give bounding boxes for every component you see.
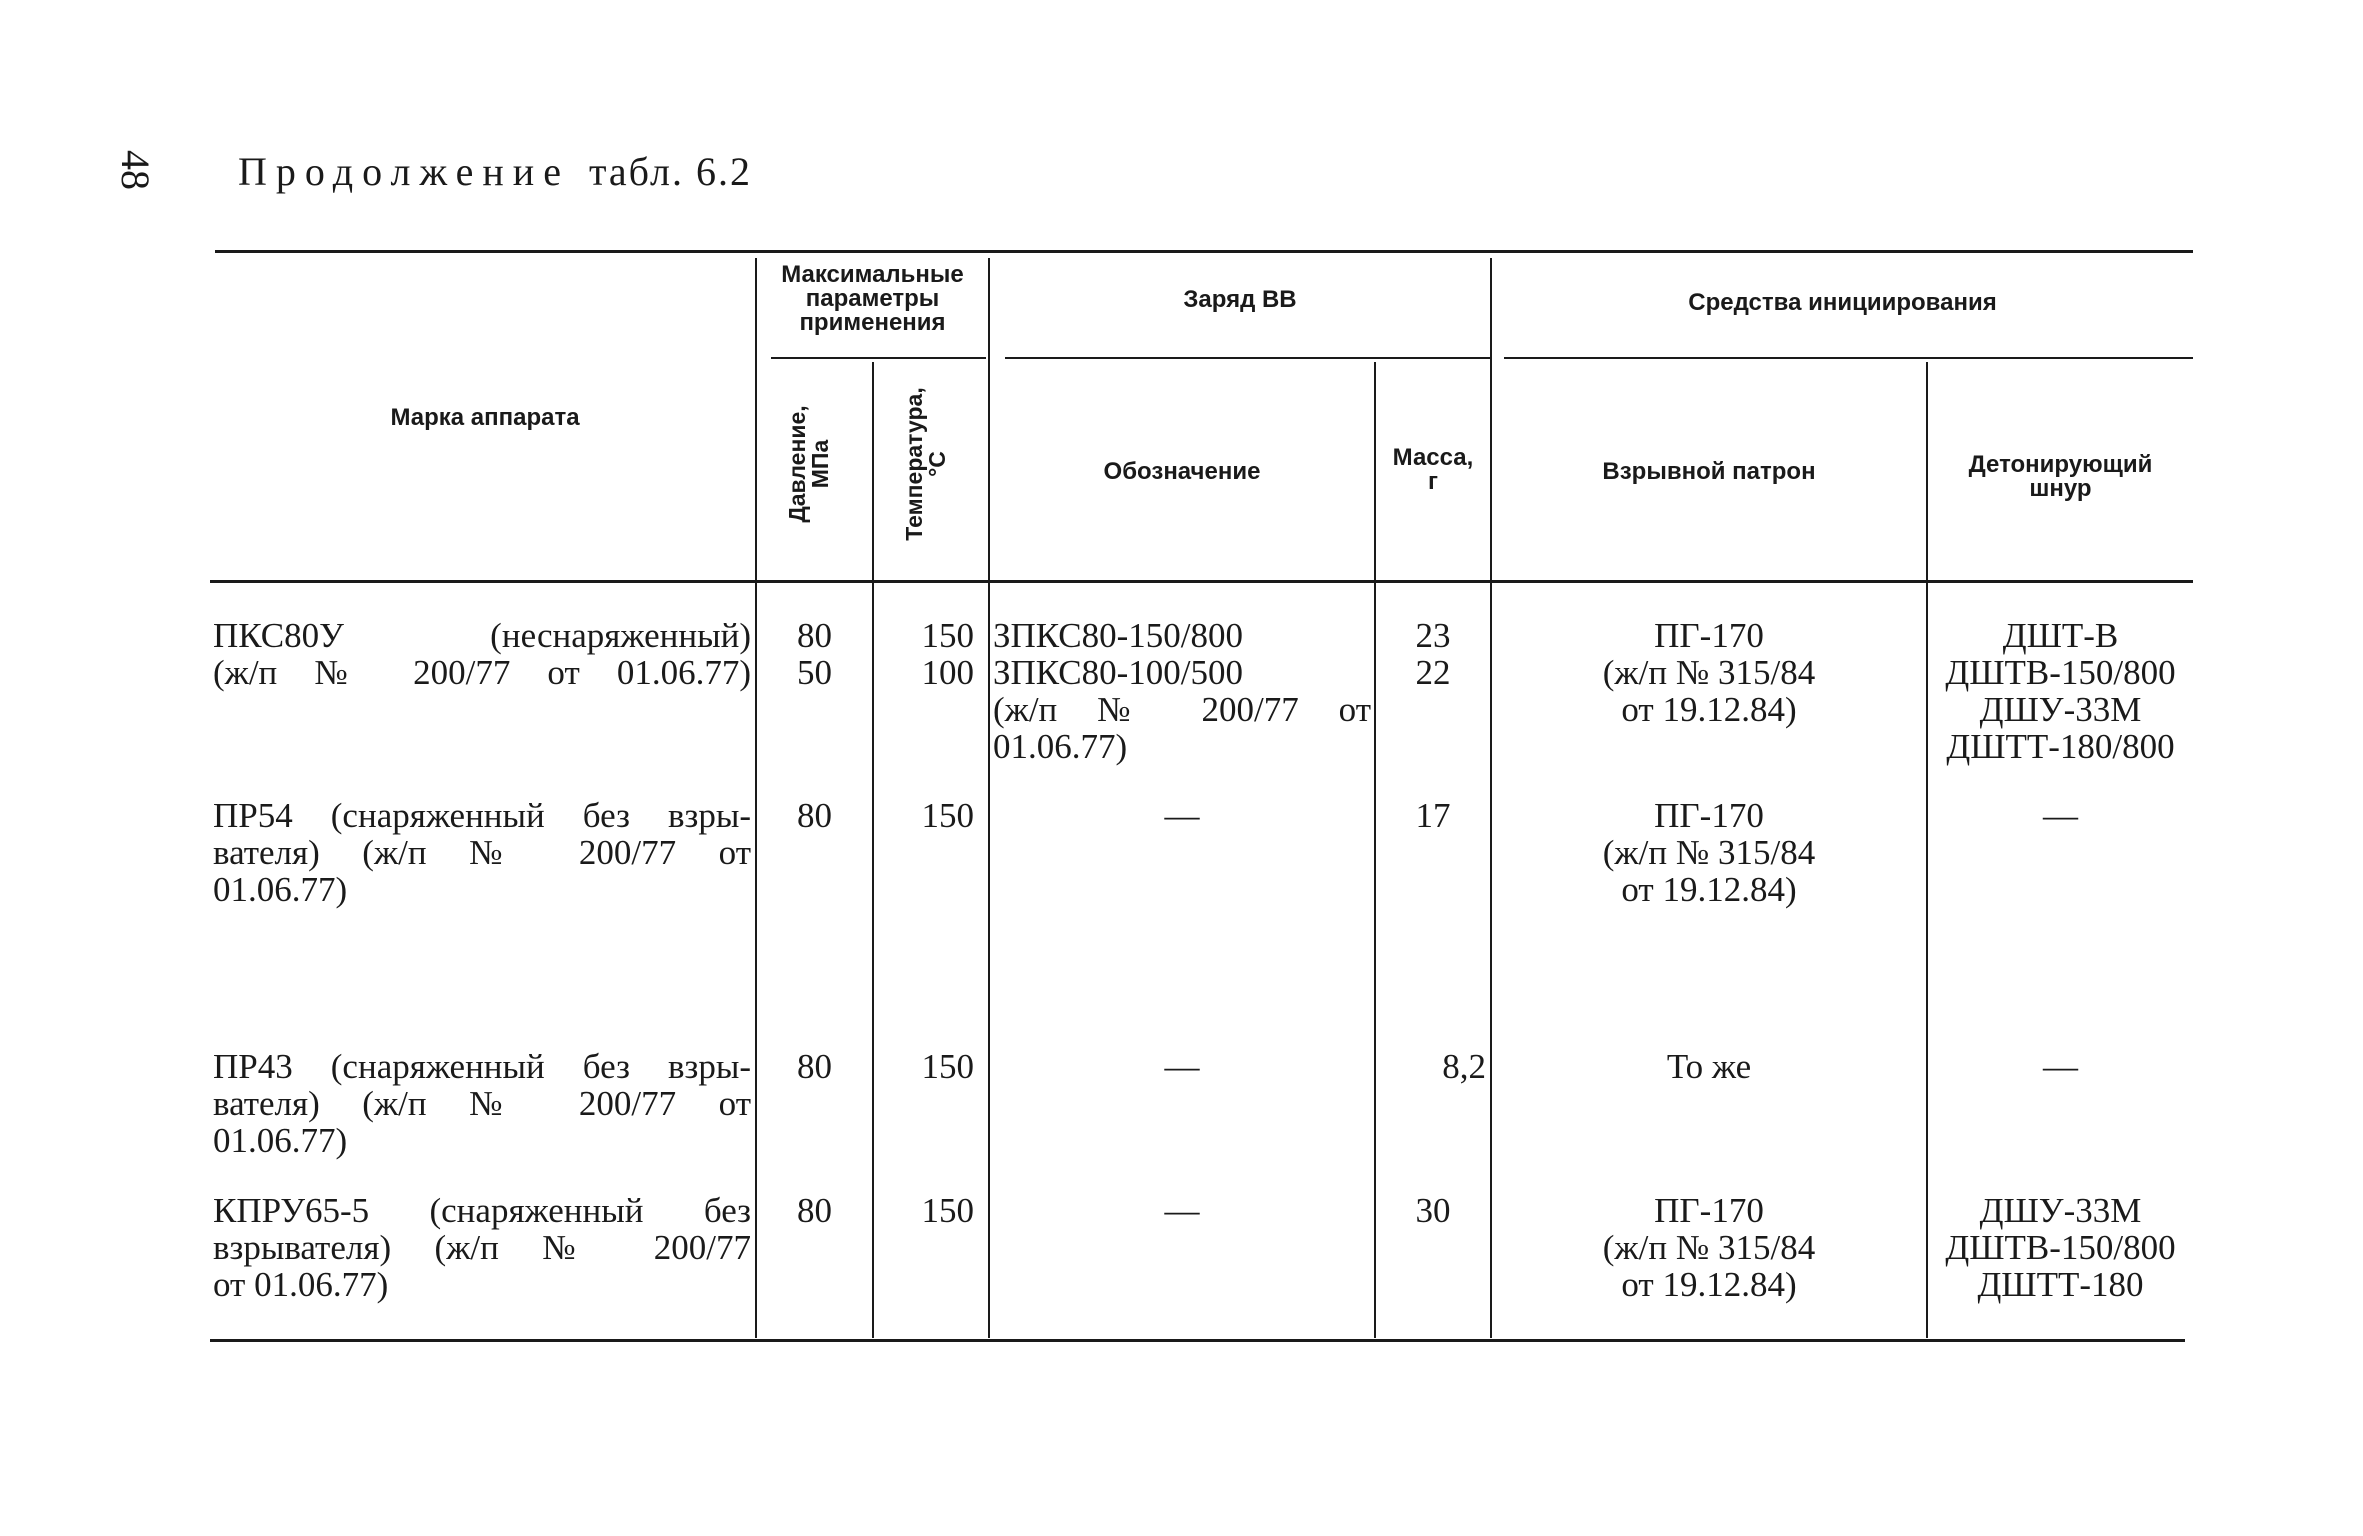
row-1-model	[213, 617, 751, 691]
row-2-cord: —	[2043, 796, 2078, 835]
header-cord-line: шнур	[2029, 475, 2092, 502]
mass-value: 23	[1415, 616, 1451, 655]
header-max-params-line: применения	[799, 309, 946, 336]
model-line: КПРУ65-5 (снаряженный без	[213, 1191, 751, 1230]
designation-line: 01.06.77)	[993, 727, 1128, 766]
row-2-pressure: 80	[797, 796, 832, 835]
row-2-model	[213, 797, 751, 908]
header-temperature	[903, 364, 949, 564]
caption-word: Продолжение	[238, 149, 570, 194]
header-mass	[1376, 446, 1490, 494]
pressure-value: 50	[797, 653, 832, 692]
header-max-params	[757, 263, 988, 335]
row-1-mass	[1376, 617, 1490, 691]
header-cord-line: Детонирующий	[1968, 451, 2153, 478]
row-1-cord	[1928, 617, 2193, 765]
pressure-value: 80	[797, 616, 832, 655]
header-max-params-line: Максимальные	[781, 261, 964, 288]
row-3-model	[213, 1048, 751, 1159]
detonator-line: от 19.12.84)	[1621, 870, 1797, 909]
max-params-subrule	[771, 357, 986, 359]
row-1-designation	[993, 617, 1371, 765]
designation-line: ЗПКС80-100/500	[993, 653, 1244, 692]
header-pressure	[786, 364, 832, 564]
row-2-detonator	[1492, 797, 1926, 908]
row-3-designation: —	[1164, 1047, 1200, 1086]
row-4-model	[213, 1192, 751, 1303]
detonator-line: (ж/п № 315/84	[1602, 1228, 1816, 1267]
model-line: вателя) (ж/п № 200/77 от	[213, 1084, 751, 1123]
detonator-line: ПГ-170	[1654, 1191, 1764, 1230]
detonator-line: ПГ-170	[1654, 616, 1764, 655]
header-designation: Обозначение	[1103, 458, 1261, 485]
top-rule	[215, 250, 2193, 253]
table-caption	[238, 148, 752, 195]
designation-line: ЗПКС80-150/800	[993, 616, 1244, 655]
header-pressure-line: МПа	[807, 439, 833, 489]
temperature-value: 150	[921, 616, 974, 655]
row-3-detonator: То же	[1666, 1047, 1752, 1086]
model-line: от 01.06.77)	[213, 1265, 389, 1304]
row-3-cord: —	[2043, 1047, 2078, 1086]
header-model: Марка аппарата	[390, 404, 580, 431]
row-1-pressure	[757, 617, 872, 691]
caption-rest: табл.	[588, 149, 684, 194]
cord-line: ДШТТ-180	[1977, 1265, 2144, 1304]
header-mass-line: Масса,	[1392, 444, 1474, 471]
row-2-designation: —	[1164, 796, 1200, 835]
caption-table-number: 6.2	[696, 149, 752, 194]
detonator-line: от 19.12.84)	[1621, 1265, 1797, 1304]
row-1-detonator	[1492, 617, 1926, 728]
row-3-pressure: 80	[797, 1047, 832, 1086]
model-line: ПКС80У (неснаряженный)	[213, 616, 751, 655]
model-line: ПР43 (снаряженный без взры-	[213, 1047, 751, 1086]
detonator-line: от 19.12.84)	[1621, 690, 1797, 729]
row-3-temperature: 150	[921, 1047, 974, 1086]
row-2-mass: 17	[1415, 796, 1451, 835]
cord-line: ДШУ-33М	[1979, 1191, 2142, 1230]
mass-value: 22	[1415, 653, 1451, 692]
model-line: ПР54 (снаряженный без взры-	[213, 796, 751, 835]
row-3-mass: 8,2	[1442, 1047, 1486, 1086]
cord-line: ДШТ-В	[2002, 616, 2119, 655]
row-4-temperature: 150	[921, 1191, 974, 1230]
detonator-line: (ж/п № 315/84	[1602, 653, 1816, 692]
header-max-params-line: параметры	[805, 285, 940, 312]
model-line: (ж/п № 200/77 от 01.06.77)	[213, 653, 751, 692]
header-cord	[1928, 453, 2193, 501]
header-mass-line: г	[1428, 468, 1438, 495]
model-line: 01.06.77)	[213, 1121, 348, 1160]
cord-line: ДШТВ-150/800	[1945, 653, 2176, 692]
row-1-temperature	[874, 617, 974, 691]
charge-subrule	[1005, 357, 1492, 359]
header-detonator: Взрывной патрон	[1602, 458, 1816, 485]
detonator-line: (ж/п № 315/84	[1602, 833, 1816, 872]
row-4-cord	[1928, 1192, 2193, 1303]
header-charge: Заряд ВВ	[1183, 286, 1297, 313]
header-initiation: Средства инициирования	[1688, 289, 1997, 316]
row-4-mass: 30	[1415, 1191, 1451, 1230]
cord-line: ДШТТ-180/800	[1946, 727, 2175, 766]
header-temperature-line: °C	[924, 451, 950, 477]
model-line: 01.06.77)	[213, 870, 348, 909]
bottom-rule	[210, 1339, 2185, 1342]
row-4-pressure: 80	[797, 1191, 832, 1230]
initiation-subrule	[1504, 357, 2193, 359]
temperature-value: 100	[921, 653, 974, 692]
cord-line: ДШТВ-150/800	[1945, 1228, 2176, 1267]
header-bottom-rule	[210, 580, 2193, 583]
header-pressure-line: Давление,	[784, 405, 810, 523]
header-temperature-line: Температура,	[901, 387, 927, 541]
detonator-line: ПГ-170	[1654, 796, 1764, 835]
model-line: взрывателя) (ж/п № 200/77	[213, 1228, 751, 1267]
row-4-designation: —	[1164, 1191, 1200, 1230]
cord-line: ДШУ-33М	[1979, 690, 2142, 729]
model-line: вателя) (ж/п № 200/77 от	[213, 833, 751, 872]
page-number: 48	[113, 150, 158, 190]
designation-line: (ж/п № 200/77 от	[993, 690, 1371, 729]
row-4-detonator	[1492, 1192, 1926, 1303]
row-2-temperature: 150	[921, 796, 974, 835]
